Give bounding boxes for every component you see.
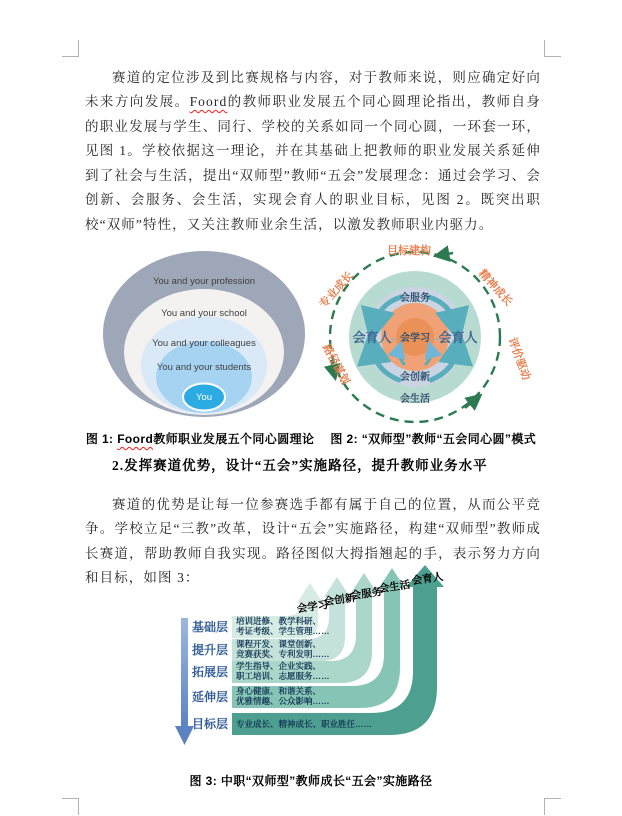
crop-mark-top-left — [62, 40, 79, 57]
paragraph-1-text-a: 赛道的定位涉及到比赛规格与内容，对于教师来说，则应确定好向未来方向发展。 — [85, 69, 541, 109]
arrow-label-huishenghuo: 会生活 — [378, 578, 412, 596]
label-school: You and your school — [161, 308, 247, 319]
arrow-label-huifuwu: 会服务 — [350, 585, 384, 603]
layer-name-base: 基础层 — [192, 620, 229, 634]
band-text-base-2: 考证考级、学生管理…… — [236, 626, 330, 636]
label-you: You — [195, 392, 213, 403]
figure-3-implementation-path — [150, 560, 490, 765]
layer-name-goal: 目标层 — [192, 717, 229, 731]
band-text-expand-1: 学生指导、企业实践、 — [236, 661, 322, 671]
crop-mark-top-right — [544, 40, 561, 57]
layer-name-improve: 提升层 — [192, 643, 229, 657]
label-huishenghuo: 会生活 — [400, 394, 430, 405]
band-text-extend-1: 身心健康、和谐关系、 — [236, 686, 322, 696]
down-arrow-shaft — [181, 618, 188, 728]
label-lujingmouhua: 路径谋划 — [320, 342, 352, 387]
caption-fig3-text: 图 3: 中职“双师型”教师成长“五会”实施路径 — [189, 774, 433, 788]
section-heading-2: 2.发挥赛道优势，设计“五会”实施路径，提升教师业务水平 — [112, 458, 488, 473]
band-text-improve-1: 课程开发、课堂创新、 — [236, 639, 322, 649]
paragraph-1 — [85, 66, 541, 238]
band-text-expand-2: 职工培训、志愿服务…… — [236, 671, 330, 681]
label-huiyuren-left: 会育人 — [352, 330, 392, 345]
caption-figures-1-2 — [62, 430, 560, 447]
band-text-base-1: 培训进修、教学科研、 — [236, 616, 322, 626]
band-text-goal-1: 专业成长、精神成长、职业胜任…… — [236, 719, 373, 729]
label-huixuexi: 会学习 — [400, 333, 430, 344]
paragraph-1-text-b: 的教师职业发展五个同心圆理论指出，教师自身的职业发展与学生、同行、学校的关系如同一个同心圆，一环套一环，见图 1。学校依据这一理论，并在其基础上把教师的职业发展关系延伸到了社会与生活，提出“双师型”教师“五会”发展理念：通过会学习、会创新、会服务、会生活，实现会育人的职业目标，见图 2。既突出职校“双师”特性，又关注教师业余生活，以激发教师职业内驱力。 — [85, 94, 541, 232]
misspelled-word-foord-caption: Foord — [117, 432, 154, 446]
caption-fig1: 图 1: Foord教师职业发展五个同心圆理论 — [85, 432, 315, 446]
paragraph-2: 赛道的优势是让每一位参赛选手都有属于自己的位置，从而公平竞争。学校立足“三教”改革，设计“五会”实施路径，构建“双师型”教师成长赛道，帮助教师自我实现。路径图似大拇指翘起的手，表示努力方向和目标，如图 3： — [85, 496, 541, 585]
caption-fig2: 图 2: “双师型”教师“五会同心圆”模式 — [330, 432, 537, 446]
arrow-label-huichuangxin: 会创新 — [323, 591, 357, 609]
misspelled-word-foord: Foord — [189, 94, 228, 109]
crop-mark-bottom-right — [544, 798, 561, 815]
layer-name-extend: 延伸层 — [192, 690, 229, 704]
label-huichuangxin: 会创新 — [400, 372, 430, 383]
label-students: You and your students — [156, 362, 252, 373]
arrow-label-huiyuren: 会育人 — [411, 570, 445, 588]
dashed-arrowhead-top — [441, 253, 453, 255]
arrow-left-glyph: ← — [389, 330, 401, 344]
arrow-right-glyph: → — [429, 330, 441, 344]
label-huifuwu: 会服务 — [400, 293, 430, 304]
arrow-label-huixuexi: 会学习 — [296, 598, 330, 616]
label-profession: You and your profession — [152, 276, 256, 287]
label-huiyuren-right: 会育人 — [438, 330, 478, 345]
label-colleagues: You and your colleagues — [152, 338, 256, 349]
layer-name-expand: 拓展层 — [192, 665, 229, 679]
label-mubiaojiangou: 目标建构 — [387, 245, 431, 257]
band-text-improve-2: 竞赛获奖、专利发明…… — [236, 649, 330, 659]
caption-figure-3 — [62, 772, 560, 789]
crop-mark-bottom-left — [62, 798, 79, 815]
band-text-extend-2: 优雅情趣、公众影响…… — [236, 696, 330, 706]
label-pingjiaqudong: 评价驱动 — [505, 336, 532, 382]
label-jingshenchengzhang: 精神成长 — [476, 267, 515, 309]
label-zhuanyechengzhang: 专业成长 — [317, 269, 356, 311]
figure-2-wuhui-circle-model — [315, 240, 550, 436]
figure-1-concentric-circles — [98, 246, 313, 428]
